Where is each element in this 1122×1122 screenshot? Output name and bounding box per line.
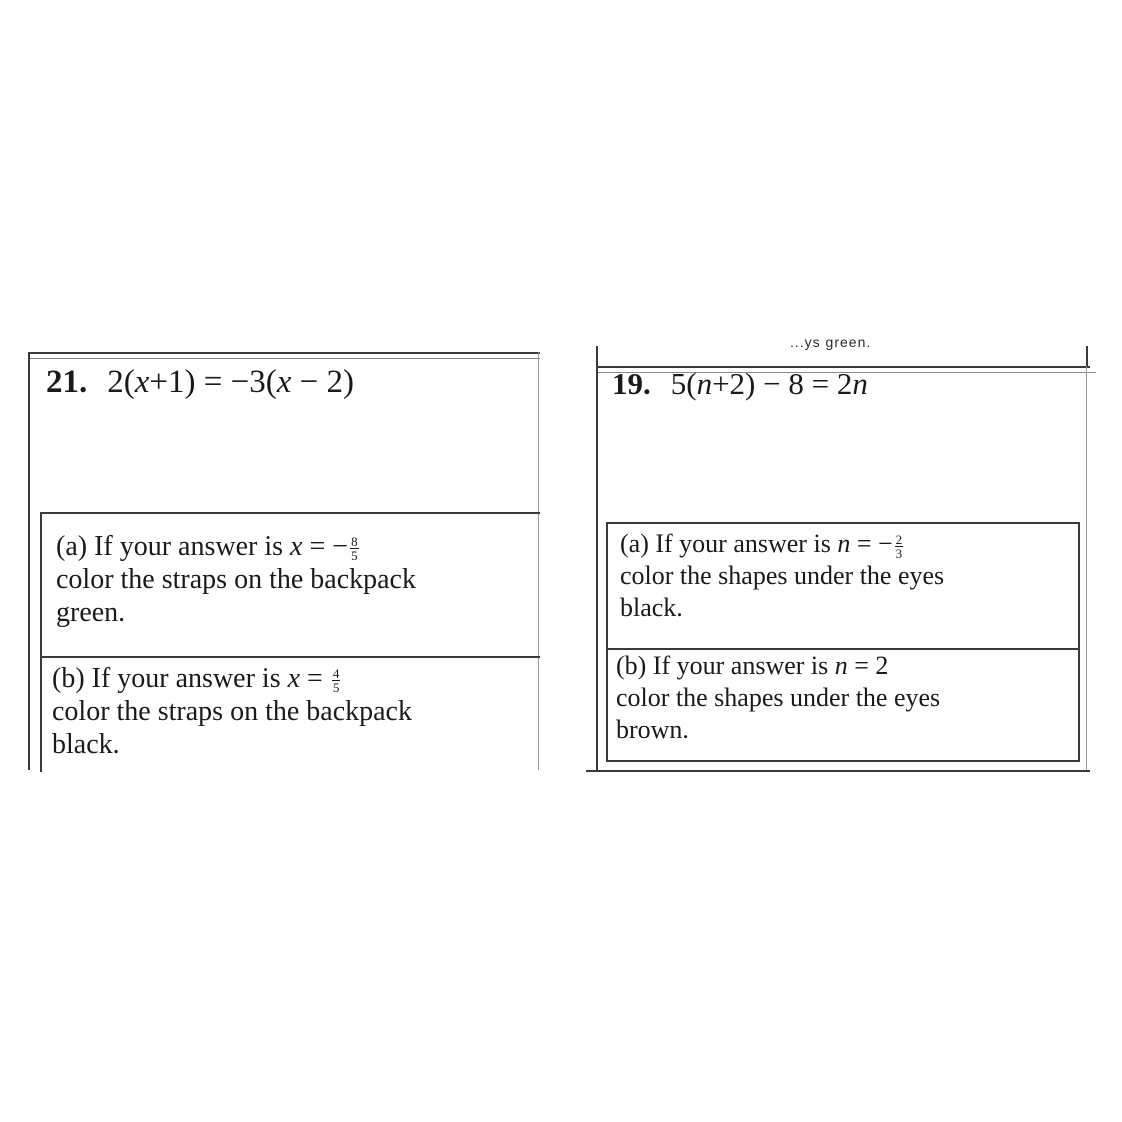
- right-option-a: (a) If your answer is n = − $\frac{2}{3}$ color the shapes under the eyes black.: [620, 529, 945, 622]
- left-option-a: (a) If your answer is x = − $\frac{8}{5}$ color the straps on the backpack green.: [56, 531, 416, 628]
- left-vertical-border: [28, 352, 30, 770]
- fraction: $\frac{4}{5}$: [332, 666, 340, 696]
- right-top-box-right: [1086, 346, 1088, 368]
- right-right-edge: [1086, 366, 1087, 772]
- right-bottom-line: [586, 770, 1090, 772]
- fraction: $\frac{8}{5}$: [351, 534, 358, 564]
- left-top-border-inner: [28, 358, 540, 359]
- right-top-box-left: [596, 346, 598, 368]
- problem-21: [46, 366, 354, 399]
- problem-number: 19.: [612, 366, 651, 401]
- problem-number: 21.: [46, 364, 88, 400]
- right-vertical-border: [596, 366, 598, 772]
- problem-19: [612, 368, 868, 399]
- left-option-b: (b) If your answer is x = $\frac{4}{5}$ color the straps on the backpack black.: [52, 663, 412, 760]
- right-option-b: (b) If your answer is n = 2 color the shapes under the eyes brown.: [616, 651, 941, 744]
- fraction: $\frac{2}{3}$: [895, 531, 903, 561]
- problem-equation: 2(x+1) = −3(x − 2): [107, 364, 354, 400]
- top-fragment-text: ...ys green.: [790, 334, 872, 350]
- left-options-divider: [40, 656, 540, 658]
- left-top-border: [28, 352, 540, 354]
- problem-equation: 5(n+2) − 8 = 2n: [670, 366, 868, 401]
